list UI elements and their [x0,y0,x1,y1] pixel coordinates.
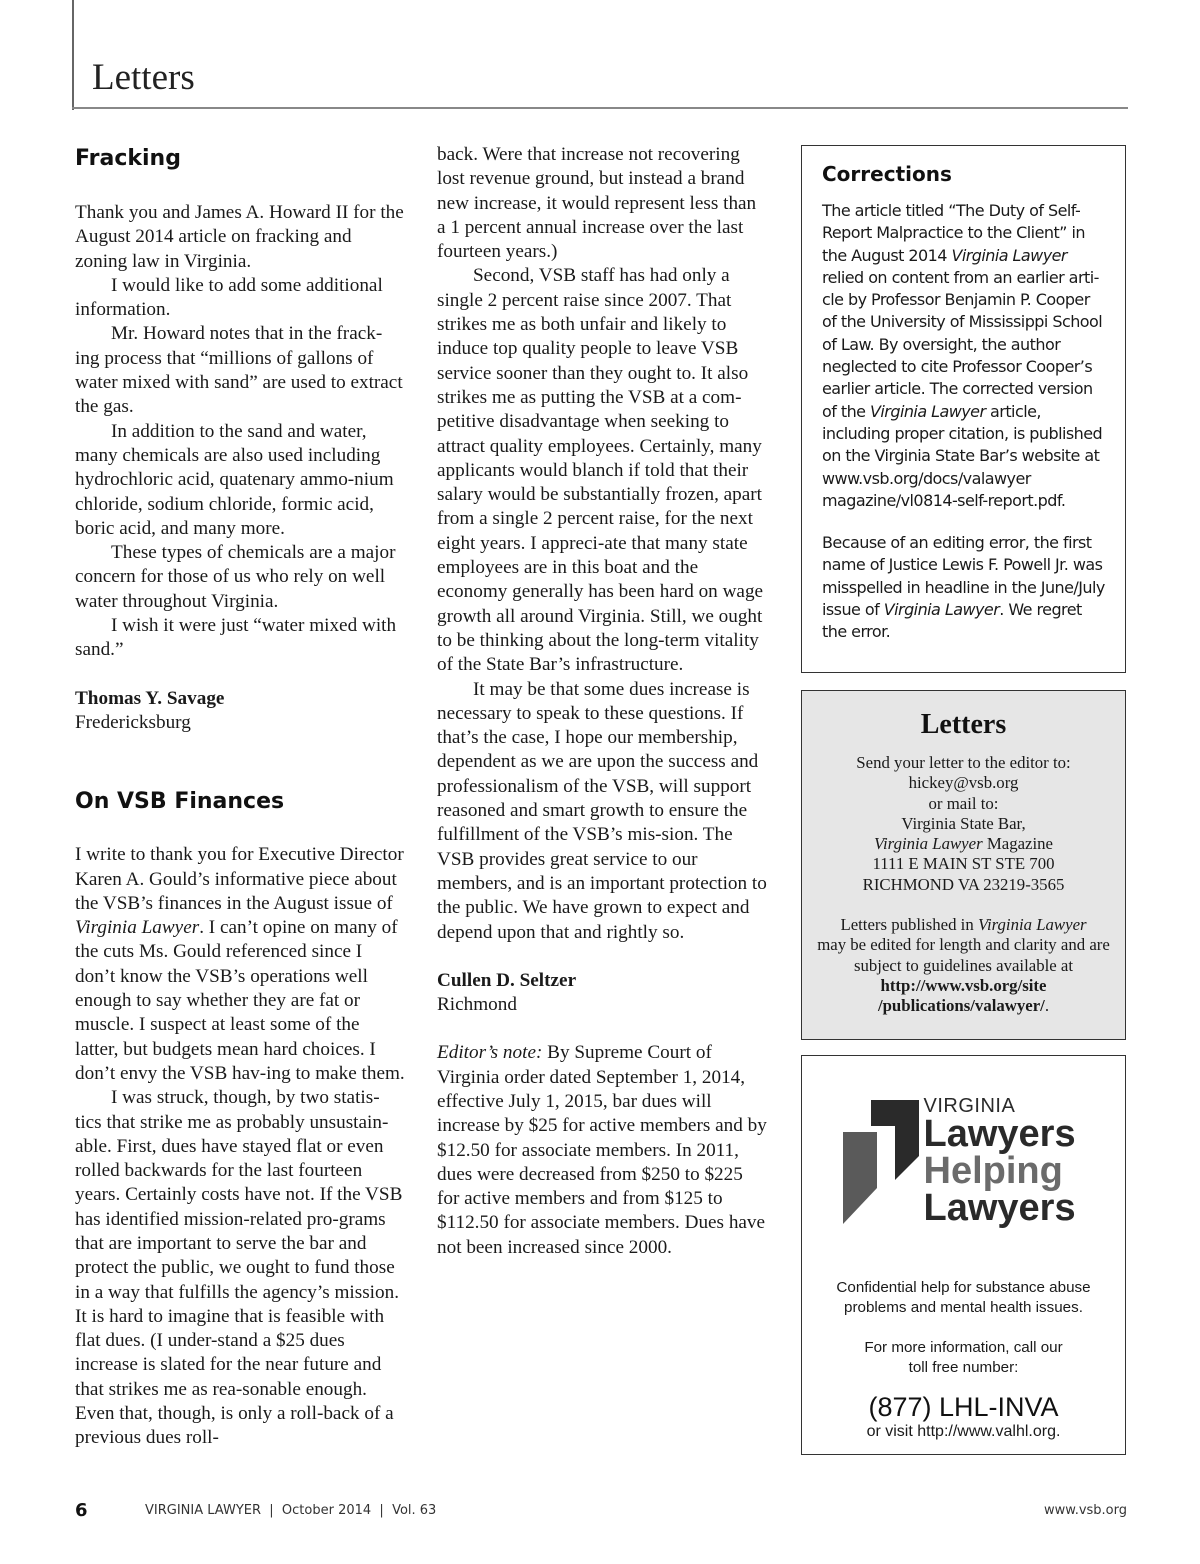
magazine-info: VIRGINIA LAWYER | October 2014 | Vol. 63 [145,1503,437,1518]
corrections-paragraph: Because of an editing error, the first name of Justice Lewis F. Powell Jr. was misspelled in headline in the June/July issue of Virginia Lawyer. We regret the error. [822,533,1105,642]
column-middle [437,143,767,1260]
finances-paragraph: I was struck, though, by two statis-tics that strike me as probably unsustain-able. First, dues have stayed flat or even rolled backwards for the last fourteen years. Certainly costs have not. If the VSB has identified mission-related pro-grams that are important to serve the bar and protect the public, we ought to fund those in a way that fulfills the agency’s mission. It is hard to imagine that is feasible with flat dues. (I under-stand a $25 dues increase is slated for the near future and that strikes me as rea-sonable enough. Even that, though, is only a roll-back of a previous dues roll- [75,1087,403,1449]
finances-paragraph: Second, VSB staff has had only a single 2 percent raise since 2007. That strikes me as both unfair and likely to induce top quality people to leave VSB service sooner than they ought to. It also strikes me as putting the VSB at a com-petitive disadvantage when seeking to attract quality employees. Certainly, many applicants would blanch if told that their salary would be substantially frozen, apart from a single 2 percent raise, for the next eight years. I appreci-ate that many state employees are in this boat and the economy generally has been hard on wage growth all around Virginia. Still, we ought to be thinking about the long-term vitality of the State Bar’s infrastructure. [437,265,764,676]
finances-author: Cullen D. Seltzer [437,969,577,991]
lhl-info: For more information, call our [864,1339,1063,1356]
letters-email[interactable]: hickey@vsb.org [908,773,1019,793]
letters-published-line: Letters published in Virginia Lawyer [840,915,1087,935]
lhl-logo-virginia: VIRGINIA [923,1095,1016,1117]
fracking-paragraph: Mr. Howard notes that in the frack-ing process that “millions of gallons of water mixed with sand” are used to extract the gas. [75,323,403,418]
fracking-paragraph: These types of chemicals are a major concern for those of us who rely on well water throughout Virginia. [75,542,396,612]
article-title-finances: On VSB Finances [75,789,285,815]
finances-paragraph: I write to thank you for Executive Director Karen A. Gould’s informative piece about the VSB’s finances in the August issue of Virginia Lawyer. I can’t opine on many of the cuts Ms. Gould referenced since I don’t know the VSB’s operations well enough to say whether they are fat or muscle. I suspect at least some of the latter, but budgets mean hard choices. I don’t envy the VSB hav-ing to make them. [75,844,405,1084]
fracking-paragraph: I wish it were just “water mixed with sand.” [75,615,397,661]
lhl-logo-helping: Helping [923,1150,1063,1192]
letters-guidelines-url[interactable]: /publications/valawyer/. [877,996,1050,1016]
fracking-paragraph: I would like to add some additional information. [75,274,383,321]
fracking-location: Fredericksburg [75,711,191,733]
letters-info-box [801,690,1126,1040]
lhl-website[interactable]: or visit http://www.valhl.org. [866,1423,1061,1440]
header-rule-horizontal [72,107,1128,109]
lhl-phone-number[interactable]: (877) LHL-INVA [868,1392,1059,1422]
fracking-author: Thomas Y. Savage [75,687,225,709]
lhl-confidential: Confidential help for substance abuse [836,1279,1091,1296]
finances-paragraph-continued: back. Were that increase not recovering lost revenue ground, but instead a brand new increase, it would represent less than a 1 percent annual increase over the last fourteen years.) [437,144,757,263]
letters-guidelines-url[interactable]: http://www.vsb.org/site [880,975,1047,995]
footer-website[interactable]: www.vsb.org [1043,1503,1127,1518]
lhl-logo [819,1095,1109,1229]
fracking-paragraph: In addition to the sand and water, many chemicals are also used including hydrochloric acid, quatenary ammo-nium chloride, sodium chloride, formic acid, boric acid, and many more. [75,420,394,539]
corrections-paragraph: The article titled “The Duty of Self-Report Malpractice to the Client” in the August 2014 Virginia Lawyer relied on content from an earlier arti-cle by Professor Benjamin P. Cooper of the University of Mississippi School of Law. By oversight, the author neglected to cite Professor Cooper’s earlier article. The corrected version of the Virginia Lawyer article, including proper citation, is published on the Virginia State Bar’s website at www.vsb.org/docs/valawyer magazine/vl0814-self-report.pdf. [822,201,1103,510]
lhl-logo-icon [819,1096,919,1224]
corrections-title: Corrections [822,162,952,186]
letters-city: RICHMOND VA 23219-3565 [862,874,1065,894]
lhl-logo-lawyers: Lawyers [923,1113,1076,1155]
letters-org: Virginia State Bar, [901,813,1026,833]
letters-street: 1111 E MAIN ST STE 700 [872,854,1055,874]
letters-guidelines: may be edited for length and clarity and are subject to guidelines available at [817,935,1110,975]
letters-or-mail: or mail to: [928,793,999,813]
page-footer [75,1500,1127,1527]
column-left [75,140,405,1451]
header-rule-vertical [72,0,74,110]
section-title: Letters [92,57,195,98]
page-number: 6 [75,1500,88,1521]
editors-note: Editor’s note: By Supreme Court of Virginia order dated September 1, 2014, effective July 1, 2015, bar dues will increase by $25 for active members and by $12.50 for associate members. In 2011, dues were decreased from $250 to $225 for active members and from $125 to $112.50 for associate members. Dues have not been increased since 2000. [437,1042,767,1258]
fracking-paragraph: Thank you and James A. Howard II for the August 2014 article on fracking and zoning law in Virginia. [75,202,404,272]
finances-paragraph: It may be that some dues increase is necessary to speak to these questions. If that’s the case, I hope our membership, dependent as we are upon the success and professionalism of the VSB, will support reasoned and smart growth to ensure the fulfillment of the VSB’s mis-sion. The VSB provides great service to our members, and is an important protection to the public. We have grown to expect and depend upon that and rightly so. [437,678,767,943]
letters-box-title: Letters [920,709,1007,740]
corrections-box [801,145,1126,673]
finances-location: Richmond [437,994,517,1016]
lhl-logo-lawyers: Lawyers [923,1187,1076,1229]
letters-send-line: Send your letter to the editor to: [856,753,1071,772]
lhl-info: toll free number: [908,1359,1019,1376]
lhl-ad-box [801,1055,1126,1455]
lhl-confidential: problems and mental health issues. [844,1299,1083,1316]
article-title-fracking: Fracking [75,146,181,171]
letters-magazine: Virginia Lawyer Magazine [874,834,1053,854]
